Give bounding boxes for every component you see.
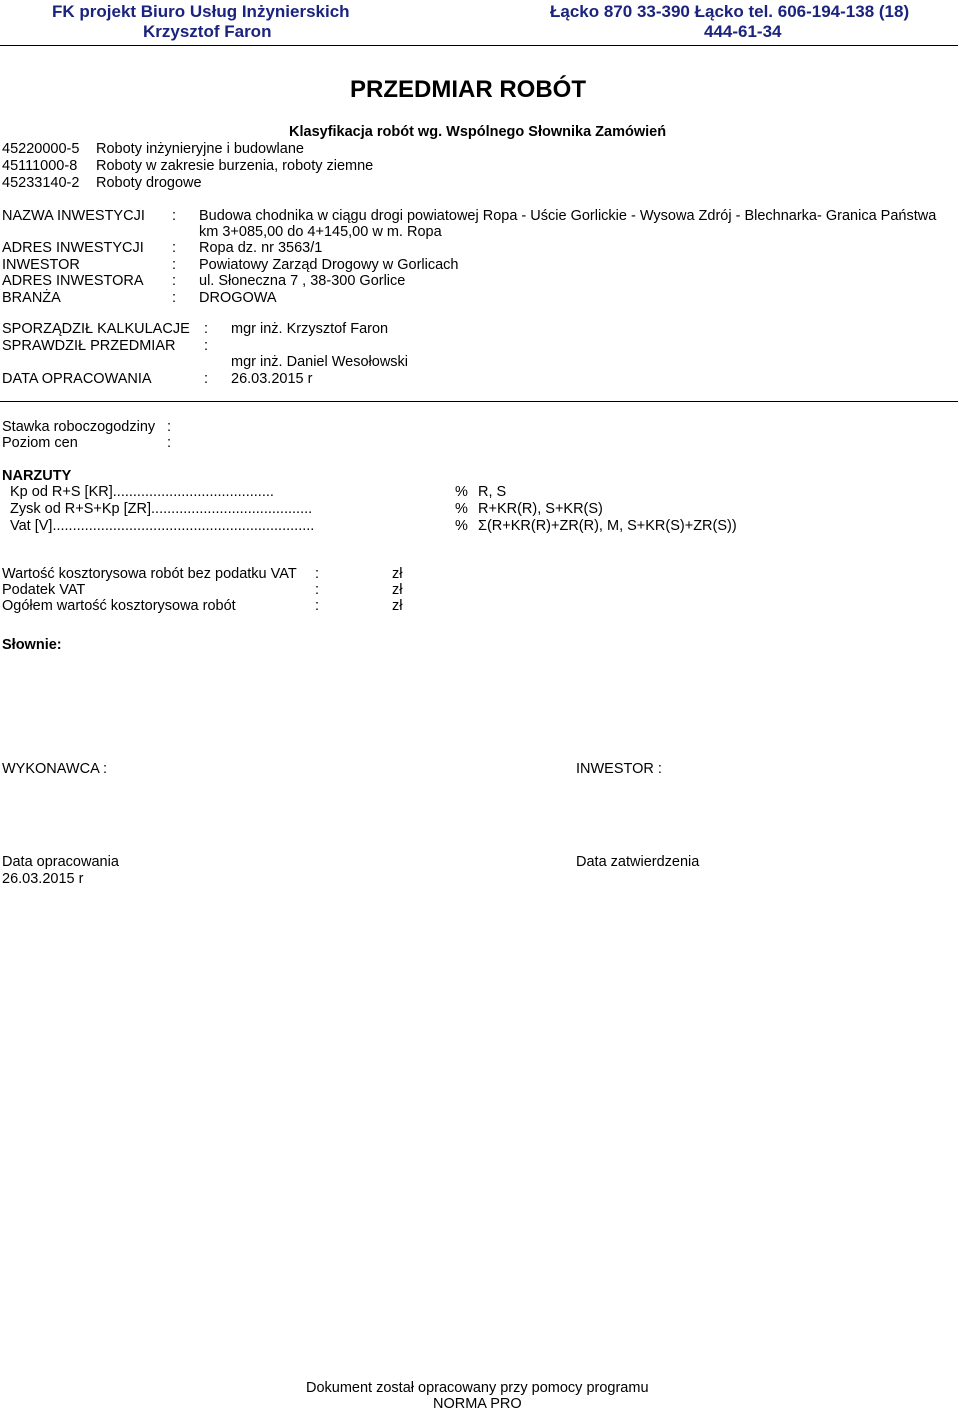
value-label: Podatek VAT xyxy=(2,582,86,598)
company-owner: Krzysztof Faron xyxy=(143,22,272,41)
page-title: PRZEDMIAR ROBÓT xyxy=(350,76,586,103)
branch: DROGOWA xyxy=(199,290,277,306)
hourly-rate-label: Stawka roboczogodziny xyxy=(2,419,156,435)
approval-date-label: Data zatwierdzenia xyxy=(576,854,700,870)
colon: : xyxy=(315,566,320,582)
price-level-label: Poziom cen xyxy=(2,435,78,451)
surcharge-label: Kp od R+S [KR]........................................ xyxy=(10,484,274,500)
investor-address-label: ADRES INWESTORA xyxy=(2,273,144,289)
prep-date: 26.03.2015 r xyxy=(2,871,84,887)
colon: : xyxy=(204,371,209,387)
surcharge-basis: R, S xyxy=(478,484,507,500)
investor-signature-label: INWESTOR : xyxy=(576,761,662,777)
currency: zł xyxy=(392,598,403,614)
checked-label: SPRAWDZIŁ PRZEDMIAR xyxy=(2,338,176,354)
cpv-desc: Roboty inżynieryjne i budowlane xyxy=(96,141,304,157)
classification-heading: Klasyfikacja robót wg. Wspólnego Słownika Zamówień xyxy=(289,124,667,140)
colon: : xyxy=(315,598,320,614)
words-label: Słownie: xyxy=(2,637,62,653)
footer-program: NORMA PRO xyxy=(433,1396,522,1412)
section-divider xyxy=(0,401,958,402)
investor: Powiatowy Zarząd Drogowy w Gorlicach xyxy=(199,257,459,273)
investment-address: Ropa dz. nr 3563/1 xyxy=(199,240,323,256)
investment-name-cont: km 3+085,00 do 4+145,00 w m. Ropa xyxy=(199,224,442,240)
cpv-desc: Roboty w zakresie burzenia, roboty ziemne xyxy=(96,158,374,174)
value-label: Ogółem wartość kosztorysowa robót xyxy=(2,598,236,614)
surcharges-heading: NARZUTY xyxy=(2,468,72,484)
colon: : xyxy=(172,257,177,273)
prepared-by: mgr inż. Krzysztof Faron xyxy=(231,321,389,337)
cpv-code: 45233140-2 xyxy=(2,175,80,191)
company-address: Łącko 870 33-390 Łącko tel. 606-194-138 (18) xyxy=(550,2,910,21)
cpv-code: 45111000-8 xyxy=(2,158,78,174)
prep-date-label: Data opracowania xyxy=(2,854,119,870)
surcharge-label: Zysk od R+S+Kp [ZR]........................................ xyxy=(10,501,313,517)
surcharge-basis: Σ(R+KR(R)+ZR(R), M, S+KR(S)+ZR(S)) xyxy=(478,518,737,534)
investment-address-label: ADRES INWESTYCJI xyxy=(2,240,144,256)
colon: : xyxy=(167,435,172,451)
colon: : xyxy=(172,273,177,289)
prepared-label: SPORZĄDZIŁ KALKULACJE xyxy=(2,321,190,337)
cpv-code: 45220000-5 xyxy=(2,141,80,157)
surcharge-unit: % xyxy=(455,484,468,500)
surcharge-unit: % xyxy=(455,501,468,517)
investment-name-label: NAZWA INWESTYCJI xyxy=(2,208,145,224)
colon: : xyxy=(172,240,177,256)
investor-address: ul. Słoneczna 7 , 38-300 Gorlice xyxy=(199,273,406,289)
currency: zł xyxy=(392,582,403,598)
surcharge-label: Vat [V]................................................................. xyxy=(10,518,315,534)
cpv-desc: Roboty drogowe xyxy=(96,175,202,191)
value-label: Wartość kosztorysowa robót bez podatku VAT xyxy=(2,566,297,582)
colon: : xyxy=(172,208,177,224)
footer-text: Dokument został opracowany przy pomocy programu xyxy=(306,1380,649,1396)
company-name: FK projekt Biuro Usług Inżynierskich xyxy=(52,2,350,21)
colon: : xyxy=(204,338,209,354)
header-divider xyxy=(0,45,958,46)
prepared-date: 26.03.2015 r xyxy=(231,371,313,387)
date-label: DATA OPRACOWANIA xyxy=(2,371,152,387)
colon: : xyxy=(167,419,172,435)
colon: : xyxy=(172,290,177,306)
branch-label: BRANŻA xyxy=(2,290,61,306)
currency: zł xyxy=(392,566,403,582)
colon: : xyxy=(315,582,320,598)
colon: : xyxy=(204,321,209,337)
surcharge-basis: R+KR(R), S+KR(S) xyxy=(478,501,603,517)
contractor-label: WYKONAWCA : xyxy=(2,761,107,777)
checked-by: mgr inż. Daniel Wesołowski xyxy=(231,354,409,370)
surcharge-unit: % xyxy=(455,518,468,534)
investor-label: INWESTOR xyxy=(2,257,80,273)
investment-name: Budowa chodnika w ciągu drogi powiatowej Ropa - Uście Gorlickie - Wysowa Zdrój - Blechnarka- Granica Państwa xyxy=(199,208,937,224)
company-phone: 444-61-34 xyxy=(704,22,782,41)
